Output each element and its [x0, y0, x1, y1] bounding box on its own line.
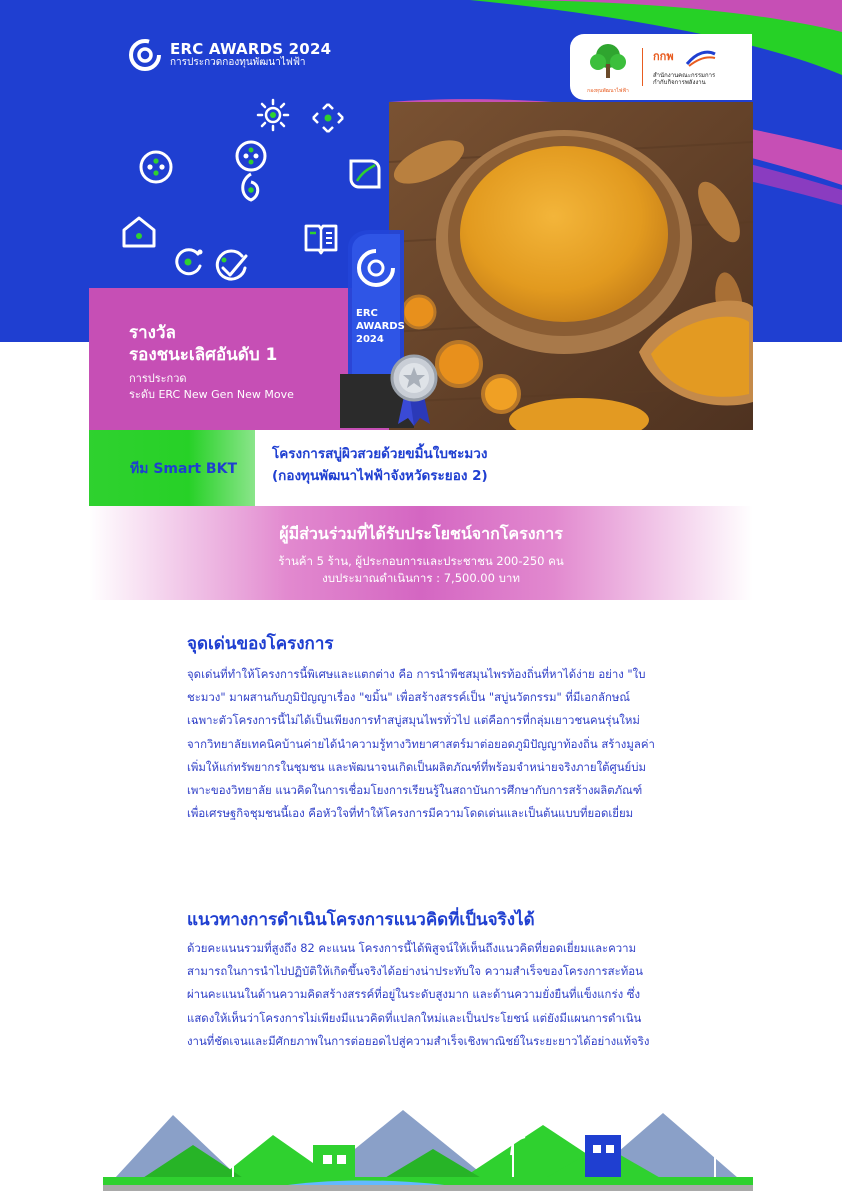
approach-paragraph: ด้วยคะแนนรวมที่สูงถึง 82 คะแนน โครงการนี้ได้พิสูจน์ให้เห็นถึงแนวคิดที่ยอดเยี่ยมและความสามารถในการนำไปปฏิบัติให้เกิดขึ้นจริงได้อย่างน่าประทับใจ ความสำเร็จของโครงการสะท้อนผ่านคะแนนในด้านความคิดสร้างสรรค์ที่อยู่ในระดับสูงมาก และด้านความยั่งยืนที่แข็งแกร่ง ซึ่งแสดงให้เห็นว่าโครงการไม่เพียงมีแนวคิดที่แปลกใหม่และเป็นประโยชน์ แต่ยังมีแผนการดำเนินงานที่ชัดเจนและมีศักยภาพในการต่อยอดไปสู่ความสำเร็จเชิงพาณิชย์ในระยะยาวได้อย่างแท้จริง — [187, 941, 650, 1048]
partner-tree-logo — [584, 40, 632, 94]
diamond-arrows-icon — [310, 101, 346, 135]
highlights-paragraph: จุดเด่นที่ทำให้โครงการนี้พิเศษและแตกต่าง คือ การนำพืชสมุนไพรท้องถิ่นที่หาได้ง่าย อย่าง "ใบชะมวง" มาผสานกับภูมิปัญญาเรื่อง "ขมิ้น" เพื่อสร้างสรรค์เป็น "สบู่นวัตกรรม" ที่มีเอกลักษณ์เฉพาะตัวโครงการนี้ไม่ได้เป็นเพียงการทำสบู่สมุนไพรทั่วไป แต่คือการที่กลุ่มเยาวชนคนรุ่นใหม่จากวิทยาลัยเทคนิคบ้านค่ายได้นำความรู้ทางวิทยาศาสตร์มาต่อยอดภูมิปัญญาท้องถิ่น สร้างมูลค่าเพิ่มให้แก่ทรัพยากรในชุมชน และพัฒนาจนเกิดเป็นผลิตภัณฑ์ที่พร้อมจำหน่ายจริงภายใต้ศูนย์บ่มเพาะของวิทยาลัย แนวคิดในการเชื่อมโยงการเรียนรู้ในสถาบันการศึกษากับการสร้างผลิตภัณฑ์เพื่อเศรษฐกิจชุมชนนี้เอง คือหัวใจที่ทำให้โครงการมีความโดดเด่นและเป็นต้นแบบที่ยอดเยี่ยม — [187, 667, 655, 821]
trophy-line2: AWARDS — [356, 321, 405, 332]
award-level-label: ระดับ ERC New Gen New Move — [129, 388, 294, 401]
erc-logo-icon — [128, 38, 162, 72]
trophy-line3: 2024 — [356, 334, 384, 345]
svg-text:กกพ: กกพ — [653, 50, 674, 63]
partner-logos — [570, 34, 752, 100]
highlights-heading: จุดเด่นของโครงการ — [187, 634, 334, 654]
office-logo-icon — [653, 48, 717, 70]
cycle-icon — [170, 244, 206, 280]
check-badge-icon — [212, 248, 252, 286]
budget-line: งบประมาณดำเนินการ : 7,500.00 บาท — [322, 571, 520, 585]
partner-tree-label: กองทุนพัฒนาไฟฟ้า — [587, 88, 629, 94]
gear-icon — [256, 98, 290, 132]
trophy — [338, 228, 450, 428]
team-name: ทีม Smart BKT — [130, 461, 237, 477]
partner-divider — [642, 48, 643, 86]
house-icon — [120, 214, 158, 250]
project-title-line1: โครงการสบู่ผิวสวยด้วยขมิ้นใบชะมวง — [272, 446, 488, 462]
tree-logo-icon — [584, 40, 632, 88]
beneficiaries-title: ผู้มีส่วนร่วมที่ได้รับประโยชน์จากโครงการ — [279, 524, 563, 543]
beneficiaries-count: ร้านค้า 5 ร้าน, ผู้ประกอบการและประชาชน 200-250 คน — [278, 554, 564, 568]
partner-office-label: สำนักงานคณะกรรมการกำกับกิจการพลังงาน — [653, 72, 716, 86]
book-icon — [302, 220, 340, 256]
trophy-line1: ERC — [356, 308, 378, 319]
award-title-line2: รองชนะเลิศอันดับ 1 — [129, 345, 278, 365]
footer-landscape — [103, 1105, 753, 1191]
partner-office — [653, 48, 725, 86]
connected-dots-icon — [232, 138, 270, 208]
award-contest-label: การประกวด — [129, 372, 187, 385]
award-title-line1: รางวัล — [129, 323, 176, 343]
approach-heading: แนวทางการดำเนินโครงการแนวคิดที่เป็นจริงได้ — [187, 910, 535, 930]
leaf-icon — [345, 155, 383, 193]
brand-subtitle: การประกวดกองทุนพัฒนาไฟฟ้า — [170, 57, 306, 68]
project-title-line2: (กองทุนพัฒนาไฟฟ้าจังหวัดระยอง 2) — [272, 468, 488, 484]
beneficiaries-banner — [89, 506, 753, 600]
dots-circle-icon — [137, 148, 175, 186]
brand — [128, 38, 331, 72]
brand-title: ERC AWARDS 2024 — [170, 40, 332, 58]
